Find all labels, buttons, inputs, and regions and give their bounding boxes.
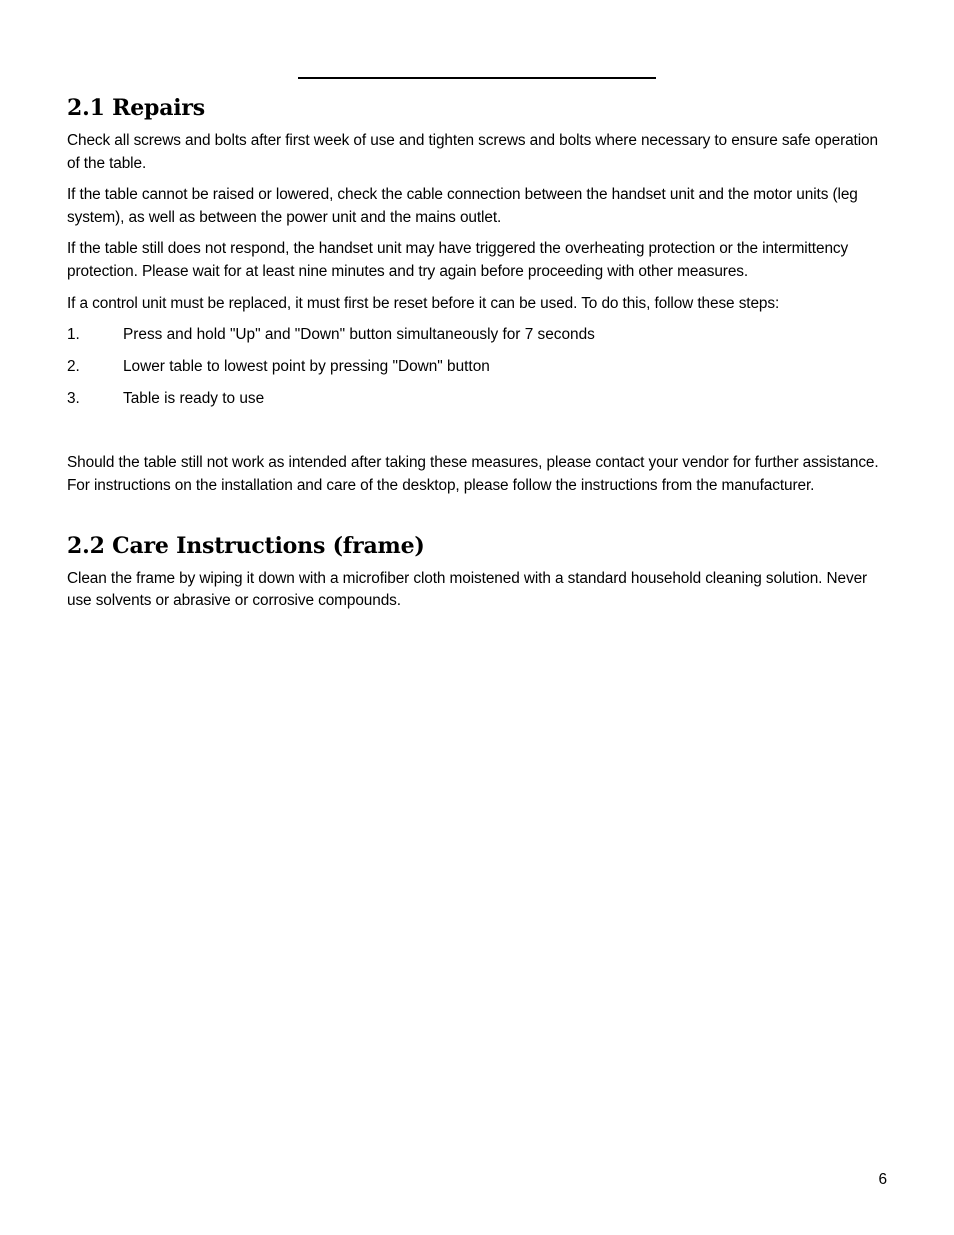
document-body	[67, 92, 892, 622]
list-item	[67, 388, 892, 411]
paragraph-cable-connection: If the table cannot be raised or lowered, check the cable connection between the handset unit and the motor units (leg system), as well as between the power unit and the mains outlet.	[67, 186, 858, 226]
spacer	[67, 507, 892, 530]
list-item-number: 3.	[67, 390, 80, 408]
list-item-number: 1.	[67, 326, 80, 344]
paragraph-contact-vendor: Should the table still not work as intended after taking these measures, please contact your vendor for further assistance. For instructions on the installation and care of the desktop, please follow the instructions from the manufacturer.	[67, 454, 879, 495]
list-item-number: 2.	[67, 358, 80, 376]
paragraph-clean-frame: Clean the frame by wiping it down with a microfiber cloth moistened with a standard household cleaning solution. Never use solvents or abrasive or corrosive compounds.	[67, 569, 868, 610]
page-number: 6	[878, 1171, 887, 1188]
list-item-text: Lower table to lowest point by pressing "Down" button	[123, 358, 490, 376]
paragraph-overheating-protection: If the table still does not respond, the handset unit may have triggered the overheating protection or the intermittency protection. Please wait for at least nine minutes and try again before proceeding with other measures.	[67, 240, 849, 280]
list-item-text: Press and hold "Up" and "Down" button simultaneously for 7 seconds	[123, 326, 595, 344]
paragraph-check-screws: Check all screws and bolts after first week of use and tighten screws and bolts where necessary to ensure safe operation of the table.	[67, 132, 878, 172]
paragraph-control-unit-reset: If a control unit must be replaced, it must first be reset before it can be used. To do this, follow these steps:	[67, 294, 780, 312]
spacer	[67, 420, 892, 452]
list-item	[67, 324, 892, 347]
section-heading-repairs: 2.1 Repairs	[67, 95, 205, 121]
header-rule	[298, 77, 656, 79]
list-item-text: Table is ready to use	[123, 390, 265, 408]
section-heading-care-instructions: 2.2 Care Instructions (frame)	[67, 532, 425, 559]
reset-steps-list	[67, 324, 892, 411]
list-item	[67, 356, 892, 379]
